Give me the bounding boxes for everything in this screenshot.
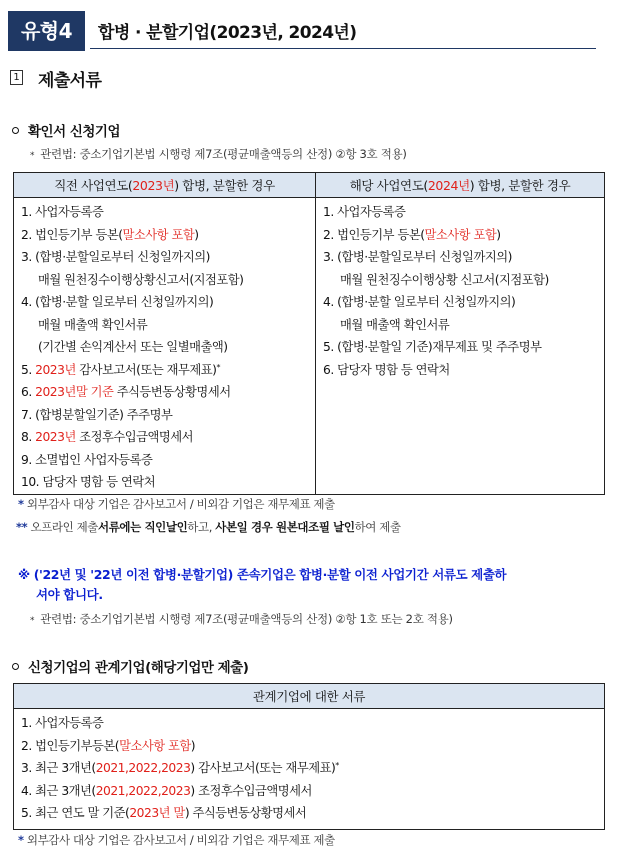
right-column-header: 해당 사업연도(2024년) 합병, 분할한 경우 — [316, 173, 605, 198]
related-audit-footnote: * 외부감사 대상 기업은 감사보고서 / 비외감 기업은 재무제표 제출 — [18, 833, 335, 847]
bullet-circle-icon — [12, 663, 19, 670]
list-item: 5. 2023년 감사보고서(또는 재무제표)* — [21, 362, 220, 377]
list-item: 9. 소멸법인 사업자등록증 — [21, 452, 153, 467]
list-item: 4. (합병·분할 일로부터 신청일까지의) 매월 매출액 확인서류 (기간별 손익계산서 또는 일별매출액) — [21, 295, 228, 354]
offline-footnote: ** 오프라인 제출서류에는 직인날인하고, 사본일 경우 원본대조필 날인하여 제출 — [16, 520, 401, 534]
list-item: 6. 담당자 명함 등 연락처 — [323, 362, 450, 377]
list-item: 3. (합병·분할일로부터 신청일까지의) 매월 원천징수이행상황신고서(지점포함) — [21, 250, 244, 287]
asterisk-mark: * — [30, 151, 35, 161]
section-number-box: 1 — [10, 70, 23, 85]
confirm-law-text: 관련법: 중소기업기본법 시행령 제7조(평균매출액등의 산정) ②항 3호 적용) — [40, 147, 407, 161]
list-item: 2. 법인등기부 등본(말소사항 포함) — [323, 227, 501, 242]
list-item: 4. (합병·분할 일로부터 신청일까지의) 매월 매출액 확인서류 — [323, 295, 516, 332]
type-badge: 유형4 — [8, 11, 85, 51]
section-title: 제출서류 — [38, 71, 102, 91]
related-docs-table — [13, 683, 605, 830]
list-item: 5. 최근 연도 말 기준(2023년 말) 주식등변동상황명세서 — [21, 806, 307, 820]
header-divider — [90, 48, 596, 49]
right-doc-list-cell — [316, 198, 605, 495]
list-item: 1. 사업자등록증 — [323, 205, 406, 219]
confirm-law-ref — [30, 146, 407, 162]
page-title: 합병 · 분할기업(2023년, 2024년) — [98, 23, 357, 43]
list-item: 10. 담당자 명함 등 연락처 — [21, 475, 156, 489]
list-item: 4. 최근 3개년(2021,2022,2023) 조정후수입금액명세서 — [21, 783, 312, 798]
confirm-heading-text: 확인서 신청기업 — [28, 124, 120, 140]
list-item: 5. (합병·분할일 기준)재무제표 및 주주명부 — [323, 340, 542, 354]
related-doc-list-cell — [14, 709, 605, 830]
list-item: 3. 최근 3개년(2021,2022,2023) 감사보고서(또는 재무제표)* — [21, 761, 339, 775]
notice-law-ref: * 관련법: 중소기업기본법 시행령 제7조(평균매출액등의 산정) ②항 1호 또는 2호 적용) — [30, 612, 453, 626]
merger-docs-table — [13, 172, 605, 495]
confirm-heading — [12, 120, 120, 140]
list-item: 7. (합병분할일기준) 주주명부 — [21, 407, 173, 422]
pre-2022-merger-notice: ※ ('22년 및 '22년 이전 합병·분할기업) 존속기업은 합병·분할 이전 사업기간 서류도 제출하 셔야 합니다. — [18, 567, 507, 602]
related-heading — [12, 656, 248, 676]
list-item: 2. 법인등기부 등본(말소사항 포함) — [21, 227, 199, 242]
audit-footnote: * 외부감사 대상 기업은 감사보고서 / 비외감 기업은 재무제표 제출 — [18, 497, 335, 511]
left-doc-list-cell — [14, 198, 316, 495]
list-item: 1. 사업자등록증 — [21, 716, 104, 730]
list-item: 1. 사업자등록증 — [21, 205, 104, 219]
list-item: 6. 2023년말 기준 주식등변동상황명세서 — [21, 385, 231, 399]
list-item: 3. (합병·분할일로부터 신청일까지의) 매월 원천징수이행상황 신고서(지점포함) — [323, 250, 549, 287]
related-column-header: 관계기업에 대한 서류 — [14, 684, 605, 709]
left-doc-list — [14, 198, 315, 494]
list-item: 2. 법인등기부등본(말소사항 포함) — [21, 738, 196, 753]
right-doc-list — [316, 198, 604, 381]
related-heading-text: 신청기업의 관계기업(해당기업만 제출) — [28, 660, 249, 676]
left-column-header: 직전 사업연도(2023년) 합병, 분할한 경우 — [14, 173, 316, 198]
bullet-circle-icon — [12, 127, 19, 134]
related-doc-list — [14, 709, 604, 825]
list-item: 8. 2023년 조정후수입금액명세서 — [21, 430, 194, 444]
